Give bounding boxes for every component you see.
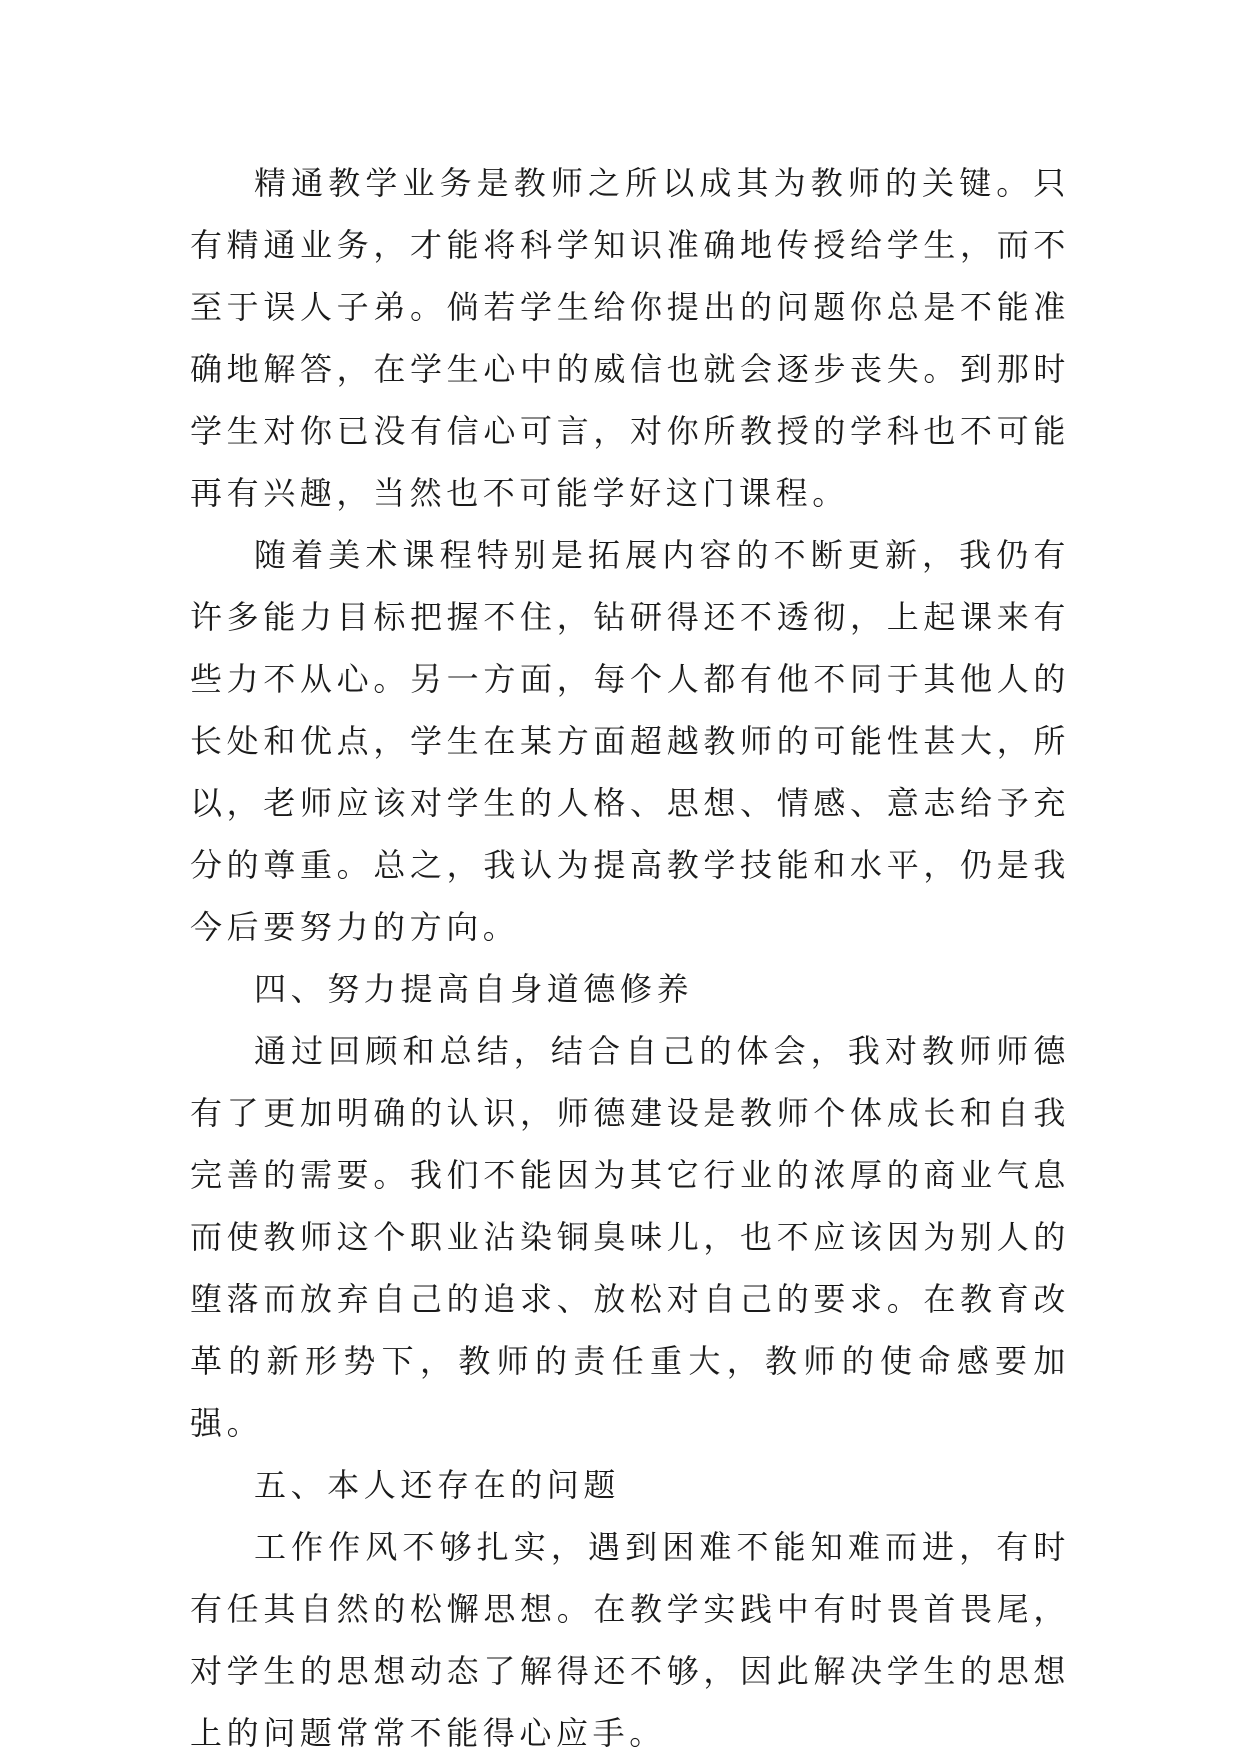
paragraph-teacher-ethics: 通过回顾和总结，结合自己的体会，我对教师师德有了更加明确的认识，师德建设是教师个体成长和自我完善的需要。我们不能因为其它行业的浓厚的商业气息而使教师这个职业沾染铜臭味儿，也不应该因为别人的堕落而放弃自己的追求、放松对自己的要求。在教育改革的新形势下，教师的责任重大，教师的使命感要加强。: [190, 1032, 1070, 1442]
paragraph-work-style: 工作作风不够扎实，遇到困难不能知难而进，有时有任其自然的松懈思想。在教学实践中有时畏首畏尾，对学生的思想动态了解得还不够，因此解决学生的思想上的问题常常不能得心应手。: [190, 1528, 1070, 1752]
document-body: [190, 152, 1070, 1764]
section-heading-moral-cultivation: 四、努力提高自身道德修养: [254, 970, 694, 1008]
paragraph-art-curriculum: 随着美术课程特别是拓展内容的不断更新，我仍有许多能力目标把握不住，钻研得还不透彻，上起课来有些力不从心。另一方面，每个人都有他不同于其他人的长处和优点，学生在某方面超越教师的可能性甚大，所以，老师应该对学生的人格、思想、情感、意志给予充分的尊重。总之，我认为提高教学技能和水平，仍是我今后要努力的方向。: [190, 536, 1070, 946]
section-heading-existing-problems: 五、本人还存在的问题: [254, 1466, 621, 1504]
paragraph-teaching-expertise: 精通教学业务是教师之所以成其为教师的关键。只有精通业务，才能将科学知识准确地传授给学生，而不至于误人子弟。倘若学生给你提出的问题你总是不能准确地解答，在学生心中的威信也就会逐步丧失。到那时学生对你已没有信心可言，对你所教授的学科也不可能再有兴趣，当然也不可能学好这门课程。: [190, 164, 1070, 512]
